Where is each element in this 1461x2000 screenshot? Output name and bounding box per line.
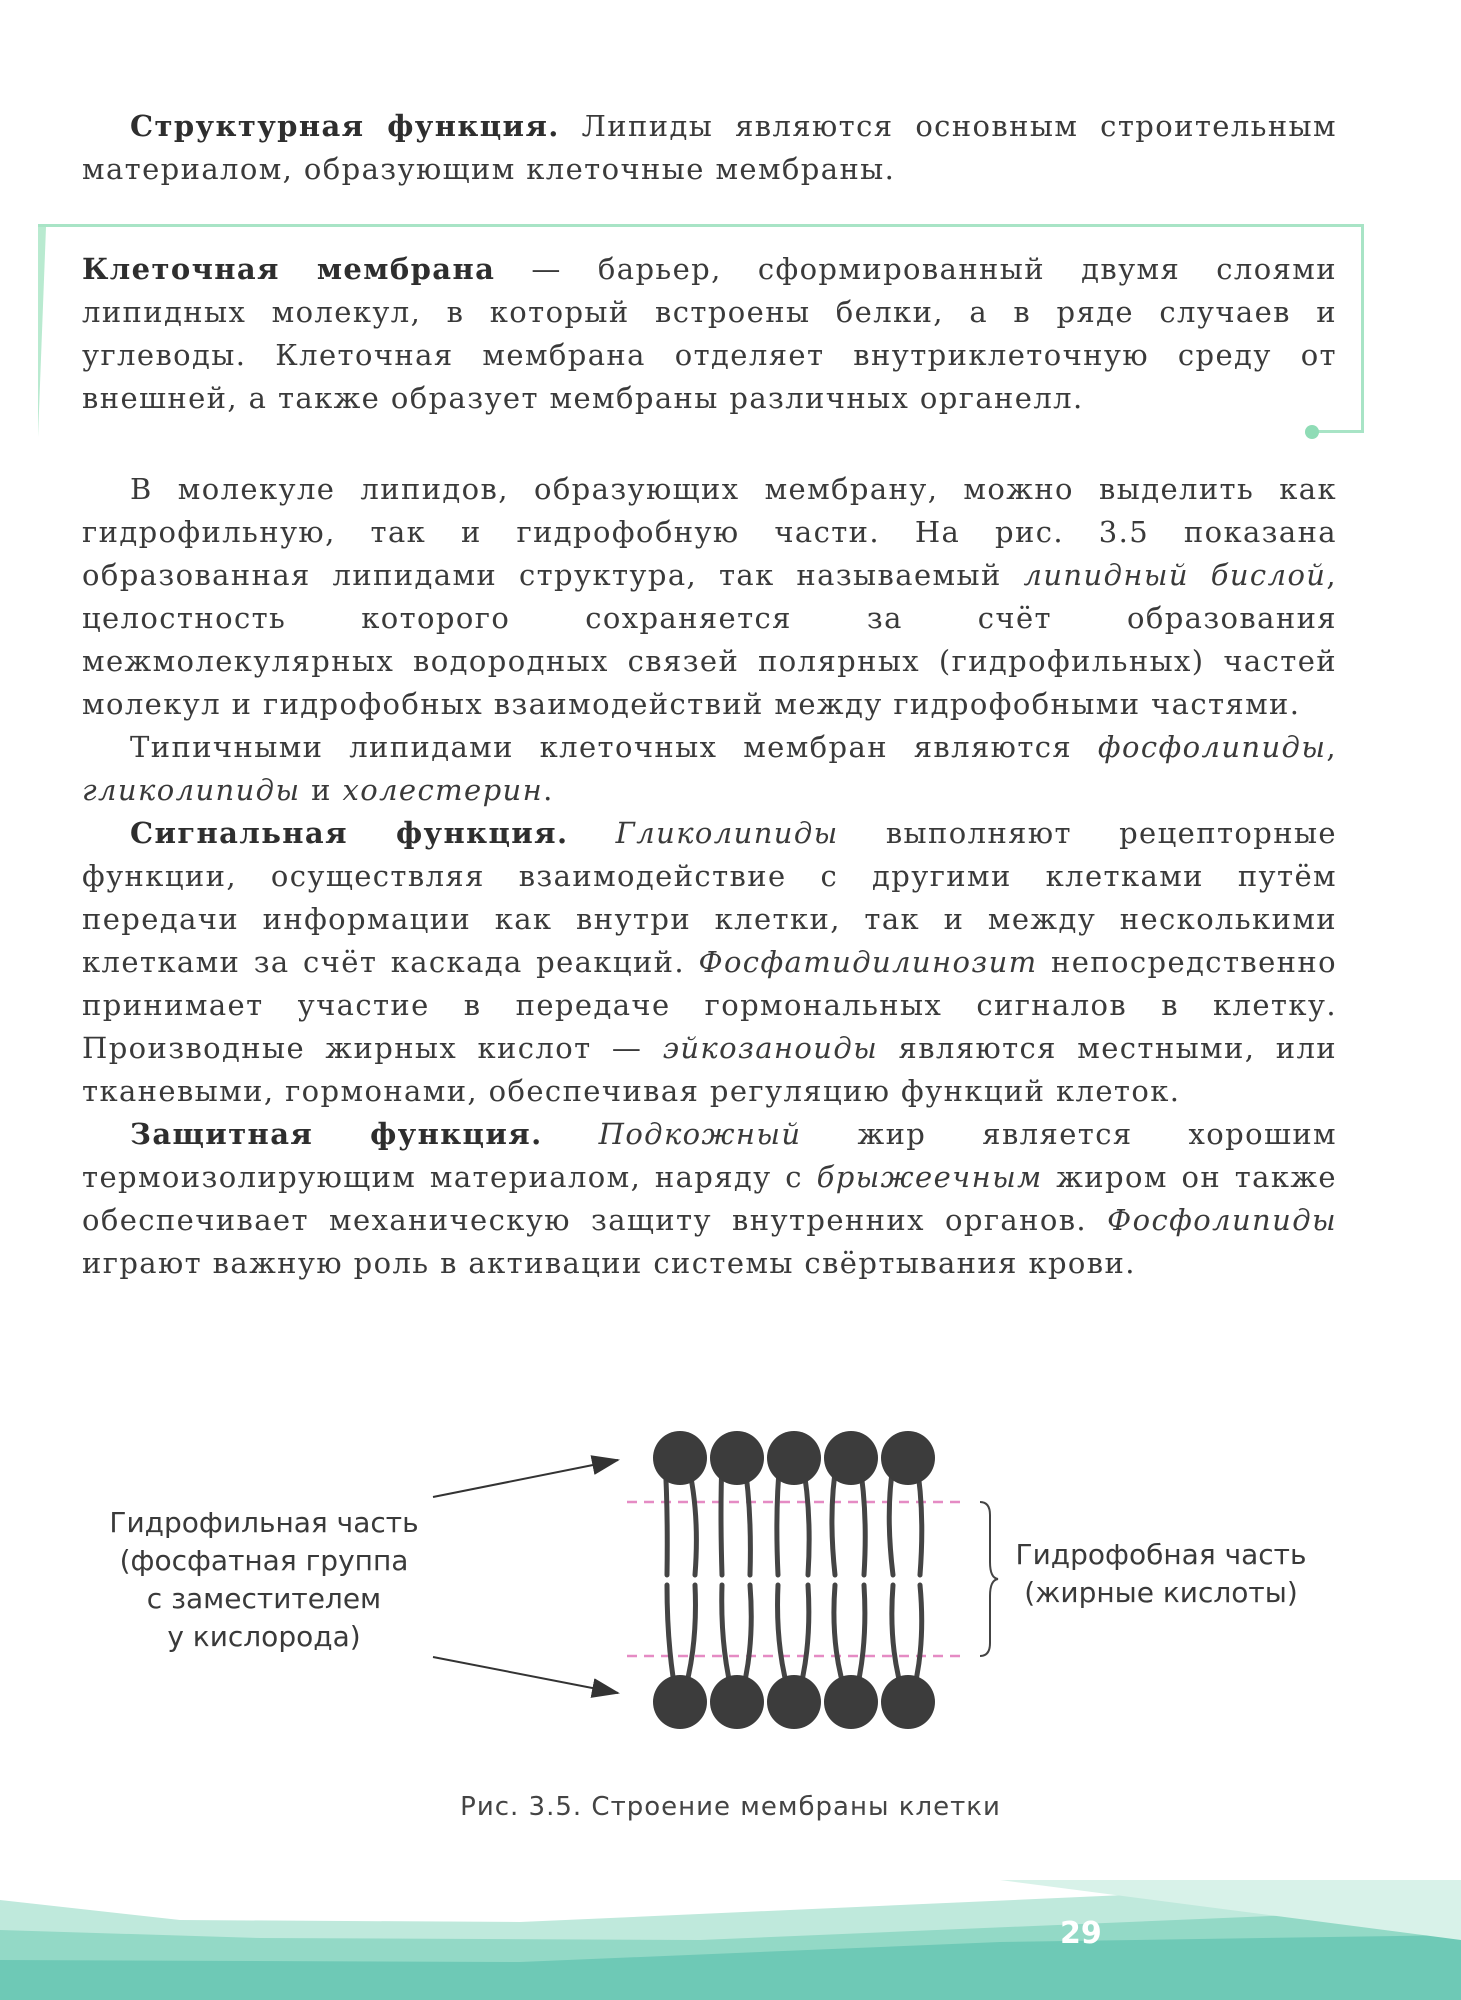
lipid-head [767, 1431, 821, 1485]
text-run [543, 1117, 599, 1151]
arrow-to-bottom-heads [433, 1657, 618, 1693]
arrow-to-top-heads [433, 1460, 618, 1497]
lipid-head [824, 1675, 878, 1729]
italic-phosphatidylinositol: Фосфатидилинозит [698, 945, 1038, 979]
paragraph-text: Липиды являются основным строительным материалом, образующим клеточные мембраны. [82, 109, 1337, 186]
lipid-head [881, 1431, 935, 1485]
text-run: и [300, 773, 343, 807]
main-text [82, 468, 1337, 1285]
lipid-head [824, 1431, 878, 1485]
text-run: жиром он также обеспечивает механическую защиту внутренних органов. [82, 1160, 1337, 1237]
text-run: выполняют рецепторные функции, осуществляя взаимодействие с другими клетками путём передачи информации как внутри клетки, так и между несколькими клетками за счёт каскада реакций. [82, 816, 1337, 979]
label-line: (фосфатная группа [119, 1544, 409, 1577]
text-run: Типичными липидами клеточных мембран являются [130, 730, 1098, 764]
lipid-head [710, 1431, 764, 1485]
italic-phospholipids: фосфолипиды [1097, 730, 1327, 764]
label-line: Гидрофильная часть [109, 1506, 419, 1539]
paragraph-signal-function [82, 812, 1337, 1113]
label-hydrophilic [88, 1504, 440, 1656]
lipid-head [653, 1675, 707, 1729]
lipid-head [767, 1675, 821, 1729]
definition-body: — барьер, сформированный двумя слоями липидных молекул, в который встроены белки, а в ряде случаев и углеводы. Клеточная мембрана отделяет внутриклеточную среду от внешней, а также образует мембраны различных органелл. [82, 252, 1337, 415]
italic-phospholipids: Фосфолипиды [1107, 1203, 1337, 1237]
text-run: . [543, 773, 554, 807]
italic-cholesterol: холестерин [342, 773, 544, 807]
definition-text [82, 248, 1337, 420]
label-hydrophobic [998, 1536, 1324, 1612]
lipid-head [710, 1675, 764, 1729]
term-cell-membrane: Клеточная мембрана [82, 252, 496, 286]
text-run: , целостность которого сохраняется за счёт образования межмолекулярных водородных связей полярных (гидрофильных) частей молекул и гидрофобных взаимодействий между гидрофобными частями. [82, 558, 1338, 721]
definition-box-dot [1305, 425, 1319, 439]
text-run: непосредственно принимает участие в передаче гормональных сигналов в клетку. Производные жирных кислот — [82, 945, 1337, 1065]
fatty-acid-tails [665, 1460, 922, 1700]
paragraph-protective-function [82, 1113, 1337, 1285]
lipid-head [881, 1675, 935, 1729]
italic-glycolipids: гликолипиды [82, 773, 301, 807]
definition-box-accent [38, 227, 46, 437]
phosphate-heads-top [653, 1431, 935, 1485]
italic-mesenteric: брыжеечным [816, 1160, 1043, 1194]
paragraph-lipid-bilayer [82, 468, 1337, 726]
text-run: жир является хорошим термоизолирующим материалом, наряду с [82, 1117, 1338, 1194]
phosphate-heads-bottom [653, 1675, 935, 1729]
italic-subcutaneous: Подкожный [598, 1117, 802, 1151]
term-structural-function: Структурная функция. [130, 109, 560, 143]
italic-eicosanoids: эйкозаноиды [662, 1031, 879, 1065]
term-protective-function: Защитная функция. [130, 1117, 543, 1151]
footer-band [0, 1880, 1461, 2000]
lipid-head [653, 1431, 707, 1485]
italic-lipid-bilayer: липидный бислой [1023, 558, 1327, 592]
hydrophobic-brace [980, 1502, 998, 1656]
definition-box-border [1361, 227, 1364, 433]
figure-caption: Рис. 3.5. Строение мембраны клетки [460, 1792, 1001, 1822]
text-run: играют важную роль в активации системы свёртывания крови. [82, 1246, 1136, 1280]
italic-glycolipids: Гликолипиды [615, 816, 839, 850]
label-line: с заместителем [146, 1582, 382, 1615]
text-run: являются местными, или тканевыми, гормонами, обеспечивая регуляцию функций клеток. [82, 1031, 1337, 1108]
text-run: , [1326, 730, 1337, 764]
label-line: у кислорода) [167, 1620, 361, 1653]
term-signal-function: Сигнальная функция. [130, 816, 569, 850]
paragraph-structural-function [82, 105, 1337, 191]
label-line: Гидрофобная часть [1015, 1538, 1307, 1571]
text-run [569, 816, 616, 850]
page-number: 29 [1060, 1916, 1102, 1951]
label-line: (жирные кислоты) [1024, 1576, 1298, 1609]
paragraph-typical-lipids [82, 726, 1337, 812]
text-run: В молекуле липидов, образующих мембрану, можно выделить как гидрофильную, так и гидрофобную части. На рис. 3.5 показана образованная липидами структура, так называемый [82, 472, 1337, 592]
